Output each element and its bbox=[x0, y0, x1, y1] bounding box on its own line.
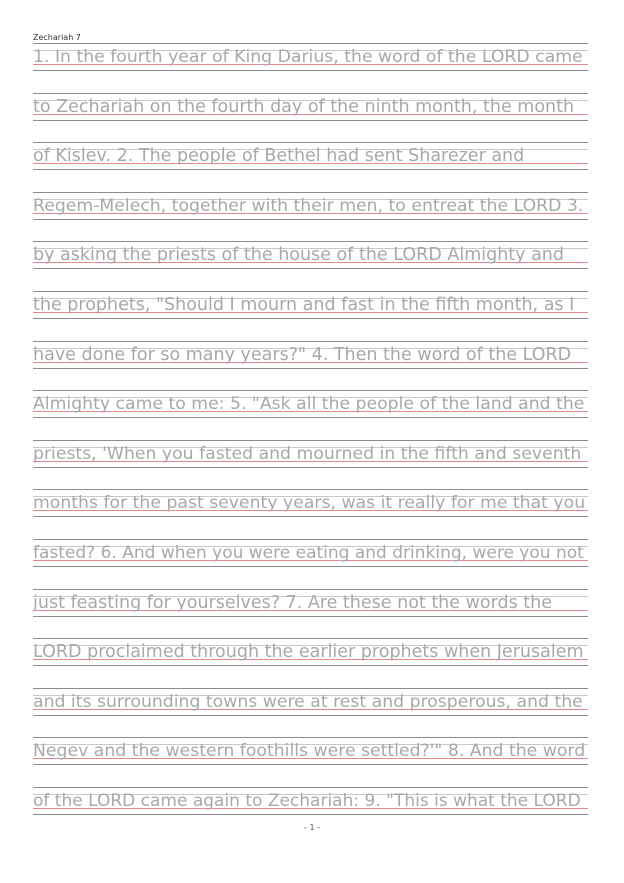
guide-top-line bbox=[33, 589, 588, 590]
guide-top-line bbox=[33, 291, 588, 292]
practice-line bbox=[33, 736, 588, 766]
tracing-text: of the LORD came again to Zechariah: 9. "This is what the LORD bbox=[33, 791, 581, 811]
guide-top-line bbox=[33, 341, 588, 342]
practice-line bbox=[33, 389, 588, 419]
page-title: Zechariah 7 bbox=[33, 33, 81, 42]
guide-bottom-line bbox=[33, 467, 588, 468]
guide-bottom-line bbox=[33, 70, 588, 71]
tracing-text: months for the past seventy years, was it really for me that you bbox=[33, 493, 586, 514]
tracing-text: to Zechariah on the fourth day of the ninth month, the month bbox=[33, 96, 575, 117]
guide-bottom-line bbox=[33, 120, 588, 121]
guide-bottom-line bbox=[33, 764, 588, 765]
page-number: - 1 - bbox=[304, 823, 320, 832]
guide-top-line bbox=[33, 440, 588, 441]
tracing-text: LORD proclaimed through the earlier prophets when Jerusalem bbox=[33, 642, 584, 663]
guide-bottom-line bbox=[33, 169, 588, 170]
guide-bottom-line bbox=[33, 616, 588, 617]
tracing-text: fasted? 6. And when you were eating and drinking, were you not bbox=[33, 543, 584, 563]
guide-top-line bbox=[33, 688, 588, 689]
tracing-text: Almighty came to me: 5. "Ask all the people of the land and the bbox=[33, 394, 585, 415]
practice-line bbox=[33, 439, 588, 469]
practice-line bbox=[33, 240, 588, 270]
practice-line bbox=[33, 42, 588, 72]
guide-bottom-line bbox=[33, 318, 588, 319]
guide-top-line bbox=[33, 737, 588, 738]
practice-line bbox=[33, 290, 588, 320]
tracing-text: 1. In the fourth year of King Darius, the word of the LORD came bbox=[33, 47, 583, 67]
practice-line bbox=[33, 488, 588, 518]
tracing-text: have done for so many years?" 4. Then the word of the LORD bbox=[33, 344, 572, 365]
tracing-text: and its surrounding towns were at rest and prosperous, and the bbox=[33, 691, 583, 712]
guide-bottom-line bbox=[33, 417, 588, 418]
tracing-text: by asking the priests of the house of the LORD Almighty and bbox=[33, 245, 565, 266]
guide-top-line bbox=[33, 638, 588, 639]
guide-bottom-line bbox=[33, 814, 588, 815]
handwriting-practice-area bbox=[33, 42, 588, 816]
practice-line bbox=[33, 588, 588, 618]
guide-bottom-line bbox=[33, 566, 588, 567]
practice-line bbox=[33, 340, 588, 370]
practice-line bbox=[33, 637, 588, 667]
guide-top-line bbox=[33, 93, 588, 94]
tracing-text: the prophets, "Should I mourn and fast in the fifth month, as I bbox=[33, 295, 575, 315]
practice-line bbox=[33, 687, 588, 717]
guide-bottom-line bbox=[33, 368, 588, 369]
practice-line bbox=[33, 141, 588, 171]
practice-line bbox=[33, 92, 588, 122]
guide-top-line bbox=[33, 43, 588, 44]
practice-line bbox=[33, 538, 588, 568]
practice-line bbox=[33, 786, 588, 816]
guide-top-line bbox=[33, 192, 588, 193]
tracing-text: priests, 'When you fasted and mourned in the fifth and seventh bbox=[33, 443, 582, 464]
guide-top-line bbox=[33, 142, 588, 143]
tracing-text: Negev and the western foothills were settled?'" 8. And the word bbox=[33, 741, 586, 762]
tracing-text: Regem-Melech, together with their men, to entreat the LORD 3. bbox=[33, 195, 584, 216]
guide-top-line bbox=[33, 241, 588, 242]
guide-bottom-line bbox=[33, 715, 588, 716]
tracing-text: just feasting for yourselves? 7. Are these not the words the bbox=[33, 592, 553, 613]
guide-bottom-line bbox=[33, 268, 588, 269]
guide-bottom-line bbox=[33, 516, 588, 517]
practice-line bbox=[33, 191, 588, 221]
guide-top-line bbox=[33, 787, 588, 788]
guide-top-line bbox=[33, 539, 588, 540]
guide-bottom-line bbox=[33, 219, 588, 220]
guide-bottom-line bbox=[33, 665, 588, 666]
guide-top-line bbox=[33, 489, 588, 490]
guide-top-line bbox=[33, 390, 588, 391]
tracing-text: of Kislev. 2. The people of Bethel had sent Sharezer and bbox=[33, 146, 525, 167]
